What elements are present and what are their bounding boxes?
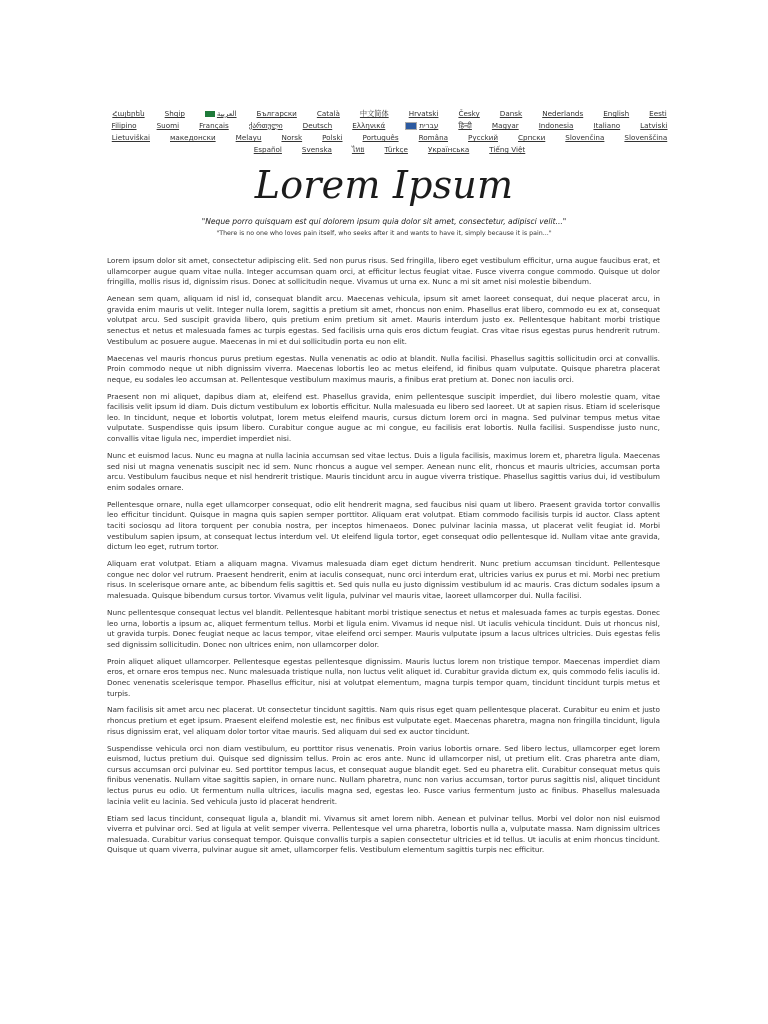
paragraph: Suspendisse vehicula orci non diam vestibulum, eu porttitor risus venenatis. Proin varius lobortis ornare. Sed libero lectus, ullamcorper eget lorem euismod, luctus pretium dui. Quisque sed dignissim tellus. Proin ac eros ante. Nunc id ullamcorper nisl, ut pretium elit. Cras pharetra ante diam, cursus accumsan orci pulvinar eu. Sed porttitor tempus lacus, et consequat augue blandit eget. Sed eu pharetra elit. Curabitur consequat metus quis finibus venenatis. Nullam vitae sagittis sapien, in ornare nunc. Nullam pharetra, nunc non varius accumsan, tortor purus sagittis nisl, aliquet tincidunt lectus purus eu odio. Ut fermentum nulla ultrices, iaculis magna sed, egestas leo. Fusce varius fermentum justo ac finibus. Phasellus malesuada lacinia velit eu lacinia. Sed vehicula justo id placerat hendrerit. [107,743,660,806]
paragraph: Nunc pellentesque consequat lectus vel blandit. Pellentesque habitant morbi tristique senectus et netus et malesuada fames ac turpis egestas. Donec leo urna, lobortis a ipsum ac, aliquet fermentum tellus. Morbi et ligula enim. Vivamus id neque nisl. Ut iaculis vehicula tincidunt. Duis ut rhoncus nisl, ut gravida turpis. Donec feugiat neque ac lacus tempor, vitae eleifend orci semper. Mauris vulputate ipsum a lacus ultrices ultricies. Duis egestas felis sed dignissim sollicitudin. Donec non ultrices enim, non ullamcorper dolor. [107,607,660,649]
language-link[interactable]: Español [253,145,282,154]
paragraph: Aenean sem quam, aliquam id nisl id, consequat blandit arcu. Maecenas vehicula, ipsum sit amet laoreet consequat, dui neque placerat arcu, in gravida enim mauris ut velit. Integer nulla lorem, sagittis a pretium sit amet, rhoncus non enim. Phasellus erat libero, commodo eu ex at, consequat volutpat arcu. Sed suscipit gravida libero, quis pretium enim pretium sit amet. Mauris interdum justo ex. Pellentesque habitant morbi tristique senectus et netus et malesuada fames ac turpis egestas. Sed facilisis urna quis eros dictum feugiat. Cras vitae risus egestas purus hendrerit rutrum. Vestibulum ac posuere augue. Maecenas in mi et dui sollicitudin porta eu non elit. [107,294,660,346]
language-link[interactable]: Ελληνικά [352,121,386,130]
language-selector [111,108,668,156]
paragraph: Praesent non mi aliquet, dapibus diam at, eleifend est. Phasellus gravida, enim pellentesque suscipit imperdiet, dui libero molestie quam, vitae facilisis velit ipsum id diam. Duis dictum vestibulum ex lobortis efficitur. Nulla malesuada eu libero sed laoreet. Ut at sapien risus. Etiam id scelerisque leo. In tincidunt, neque et lobortis volutpat, lorem metus eleifend mauris, cursus dictum lorem orci in magna. Sed pulvinar tempus metus vitae vulputate. Suspendisse quis ipsum libero. Curabitur congue augue ac mi congue, eu facilisis erat lobortis. Nulla facilisi. Suspendisse justo nunc, convallis vitae ligula nec, imperdiet imperdiet nisi. [107,391,660,444]
language-link[interactable]: Melayu [235,133,262,142]
language-link[interactable]: Polski [322,133,343,142]
quote-translation: "There is no one who loves pain itself, who seeks after it and wants to have it, simply because it is pain..." [216,230,552,237]
language-link[interactable]: Filipino [111,121,137,130]
language-link[interactable]: Türkçe [384,145,408,154]
paragraph: Nunc et euismod lacus. Nunc eu magna at nulla lacinia accumsan sed vitae lectus. Duis a ligula facilisis, maximus lorem et, pharetra ligula. Maecenas sed nisi ut magna venenatis suscipit nec id sem. Nunc rhoncus a augue vel semper. Aenean nunc elit, rhoncus et mauris ultricies, accumsan porta arcu. Vestibulum faucibus neque et nisl hendrerit tristique. Mauris tincidunt arcu in augue viverra tristique. Phasellus sagittis varius dui, id vestibulum enim sodales ornare. [107,451,660,492]
language-link[interactable]: Català [316,109,340,118]
paragraph: Pellentesque ornare, nulla eget ullamcorper consequat, odio elit hendrerit magna, sed faucibus nisi quam ut libero. Praesent gravida tortor convallis leo efficitur tincidunt. Quisque in magna quis sapien semper porttitor. Aliquam erat volutpat. Etiam commodo facilisis turpis id auctor. Class aptent taciti sociosqu ad litora torquent per conubia nostra, per inceptos himenaeos. Donec pulvinar lacinia massa, ut placerat velit feugiat id. Morbi vestibulum sapien ipsum, at consequat lectus interdum vel. Ut eleifend ligula tortor, eget consequat odio pellentesque id. Nullam vitae ante gravida, dictum leo eget, rutrum tortor. [107,499,660,552]
language-link[interactable]: Latviski [640,121,668,130]
language-link[interactable]: Tiếng Việt [489,145,526,154]
language-link[interactable]: македонски [170,133,216,142]
language-link[interactable]: Shqip [164,109,185,118]
language-link[interactable]: Українська [427,145,470,154]
language-link[interactable]: Norsk [281,133,303,142]
language-row [112,108,667,120]
language-label: العربية [216,109,237,118]
language-link[interactable]: 中文简体 [359,109,389,118]
lorem-text [107,256,660,862]
language-link[interactable]: Nederlands [542,109,584,118]
language-link[interactable]: Pycckий [468,133,499,142]
paragraph: Nam facilisis sit amet arcu nec placerat. Ut consectetur tincidunt sagittis. Nam quis risus eget quam pellentesque placerat. Curabitur eu enim et justo rhoncus pretium et eget ipsum. Praesent eleifend molestie est, nec finibus est vulputate eget. Maecenas pharetra, magna non fringilla tincidunt, ligula risus dignissim erat, vel aliquam dolor tortor vitae mauris. Sed aliquam dui sed ex auctor tincidunt. [107,705,660,736]
language-link[interactable] [205,108,237,120]
language-link[interactable]: Româna [418,133,449,142]
language-label: עברית [419,121,439,130]
language-link[interactable]: Dansk [499,109,523,118]
language-row [111,120,668,132]
latin-quote: "Neque porro quisquam est qui dolorem ipsum quia dolor sit amet, consectetur, adipisci velit..." [201,217,567,226]
language-link[interactable]: Italiano [593,121,621,130]
language-link[interactable]: ไทย [351,145,365,154]
language-link[interactable]: Български [256,109,297,118]
flag-icon [205,111,215,117]
paragraph: Lorem ipsum dolor sit amet, consectetur adipiscing elit. Sed non purus risus. Sed fringilla, libero eget vestibulum efficitur, urna augue faucibus erat, et ullamcorper augue quam vitae nulla. Integer accumsan quam orci, at efficitur lectus feugiat vitae. Fusce viverra congue commodo. Quisque ut dolor fringilla, mollis risus id, dignissim risus. Donec at sollicitudin neque. Vivamus ut urna ex. Nunc a mi sit amet nisi molestie bibendum. [107,256,660,287]
language-link[interactable]: Српски [518,133,546,142]
language-link[interactable]: Česky [458,109,480,118]
language-link[interactable]: Slovenščina [624,133,668,142]
language-link[interactable]: Svenska [301,145,332,154]
language-link[interactable]: English [603,109,630,118]
flag-icon [405,122,417,130]
language-link[interactable]: Hrvatski [408,109,439,118]
page-title: Lorem Ipsum [254,163,514,207]
language-link[interactable]: हिन्दी [458,121,472,130]
language-link[interactable]: Français [199,121,229,130]
language-link[interactable]: Magyar [491,121,519,130]
language-row [111,132,668,144]
language-link[interactable] [405,120,438,132]
paragraph: Maecenas vel mauris rhoncus purus pretium egestas. Nulla venenatis ac odio at blandit. Nulla facilisi. Phasellus sagittis sollicitudin orci at convallis. Proin commodo neque ut nibh dignissim viverra. Maecenas lobortis leo ac metus eleifend, id finibus quam vulputate. Quisque pharetra placerat neque, eu sodales leo accumsan at. Pellentesque vestibulum maximus mauris, a finibus erat pretium at. Donec non iaculis orci. [107,353,660,384]
language-link[interactable]: Slovenčina [565,133,605,142]
paragraph: Proin aliquet aliquet ullamcorper. Pellentesque egestas pellentesque dignissim. Mauris luctus lorem non tristique tempor. Maecenas imperdiet diam eros, et ornare eros tempus nec. Nunc malesuada tristique nulla, non luctus velit aliquet id. Curabitur gravida dictum ex, quis commodo felis iaculis id. Donec venenatis scelerisque tempor. Phasellus efficitur, nisi at volutpat elementum, magna turpis tempor quam, tincidunt tincidunt turpis metus et turpis. [107,656,660,698]
paragraph: Etiam sed lacus tincidunt, consequat ligula a, blandit mi. Vivamus sit amet lorem nibh. Aenean et pulvinar tellus. Morbi vel dolor non nisl euismod viverra et pulvinar orci. Sed at ligula at velit semper viverra. Pellentesque vel urna pharetra, lobortis nulla a, vulputate massa. Nam dignissim ultrices malesuada. Curabitur varius consequat tempor. Quisque convallis turpis a sapien consectetur ultricies et id tellus. Ut iaculis at enim rhoncus tincidunt. Quisque ut quam viverra, pulvinar augue sit amet, ullamcorper felis. Vestibulum elementum sagittis turpis nec efficitur. [107,813,660,855]
language-link[interactable]: Lietuviškai [111,133,150,142]
language-link[interactable]: Português [362,133,399,142]
language-link[interactable]: Indonesia [538,121,574,130]
paragraph: Aliquam erat volutpat. Etiam a aliquam magna. Vivamus malesuada diam eget dictum hendrerit. Nunc pretium accumsan tincidunt. Pellentesque congue nec dolor vel rutrum. Praesent hendrerit, enim at iaculis consequat, nunc orci interdum erat, ultricies varius ex purus et mi. Morbi nec pretium risus. In scelerisque ornare ante, ac bibendum felis sagittis et. Sed quis nulla eu justo dignissim vestibulum id ac mauris. Cras dictum sodales ipsum a malesuada. Quisque bibendum cursus tortor. Vivamus velit ligula, pulvinar vel mauris vitae, laoreet ullamcorper dui. Nulla facilisi. [107,559,660,600]
language-link[interactable]: Eesti [649,109,667,118]
language-link[interactable]: ქართული [248,121,283,130]
language-row [122,144,657,156]
language-link[interactable]: Suomi [156,121,180,130]
language-link[interactable]: Deutsch [302,121,333,130]
language-link[interactable]: Հայերեն [112,109,145,118]
